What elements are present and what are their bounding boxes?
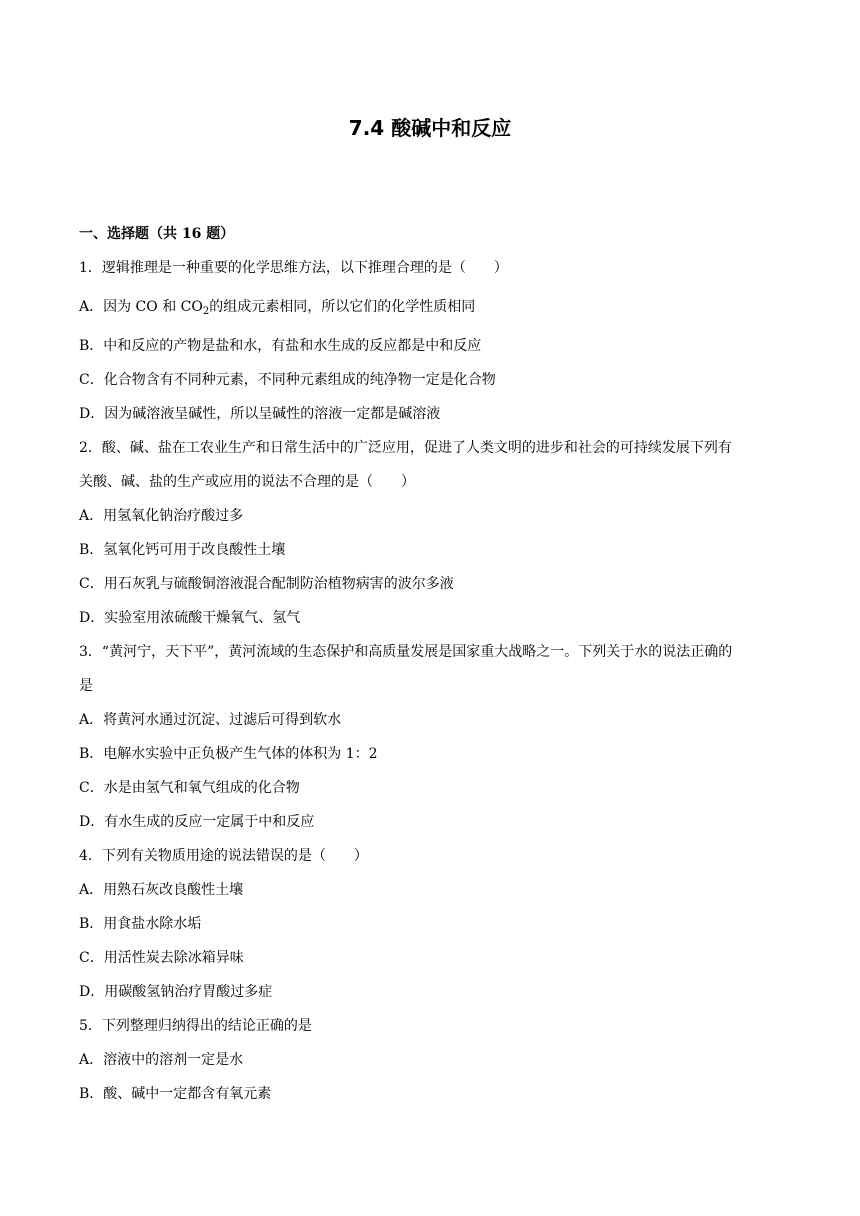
q5-option-b: B．酸、碱中一定都含有氧元素 bbox=[79, 1086, 272, 1102]
q4-option-b: B．用食盐水除水垢 bbox=[79, 916, 202, 932]
q1-option-d: D．因为碱溶液呈碱性，所以呈碱性的溶液一定都是碱溶液 bbox=[79, 406, 441, 422]
q2-stem-line-2: 关酸、碱、盐的生产或应用的说法不合理的是（ ） bbox=[79, 474, 415, 490]
q2-stem-line-1: 2．酸、碱、盐在工农业生产和日常生活中的广泛应用，促进了人类文明的进步和社会的可持续发展下列有 bbox=[79, 440, 732, 456]
q3-option-a: A．将黄河水通过沉淀、过滤后可得到软水 bbox=[79, 712, 342, 728]
q5-stem: 5．下列整理归纳得出的结论正确的是 bbox=[79, 1018, 312, 1034]
q2-option-c: C．用石灰乳与硫酸铜溶液混合配制防治植物病害的波尔多液 bbox=[79, 576, 454, 592]
q3-stem-line-2: 是 bbox=[79, 678, 93, 694]
q3-option-c: C．水是由氢气和氧气组成的化合物 bbox=[79, 780, 300, 796]
q4-stem: 4．下列有关物质用途的说法错误的是（ ） bbox=[79, 848, 368, 864]
q1-option-a-subscript: 2 bbox=[202, 306, 210, 317]
q1-option-a bbox=[79, 297, 475, 322]
q2-option-d: D．实验室用浓硫酸干燥氧气、氢气 bbox=[79, 610, 301, 626]
q1-option-b: B．中和反应的产物是盐和水，有盐和水生成的反应都是中和反应 bbox=[79, 338, 482, 354]
q1-option-a-text-before: A．因为 CO 和 CO bbox=[79, 299, 203, 315]
section-header: 一、选择题（共 16 题） bbox=[79, 226, 235, 242]
q3-stem-line-1: 3．“黄河宁，天下平”，黄河流域的生态保护和高质量发展是国家重大战略之一。下列关于水的说法正确的 bbox=[79, 644, 733, 660]
q1-option-a-text-after: 的组成元素相同，所以它们的化学性质相同 bbox=[209, 299, 476, 315]
q2-option-b: B．氢氧化钙可用于改良酸性土壤 bbox=[79, 542, 286, 558]
q3-option-b: B．电解水实验中正负极产生气体的体积为 1：2 bbox=[79, 746, 378, 762]
document-title: 7.4 酸碱中和反应 bbox=[348, 116, 512, 140]
q4-option-c: C．用活性炭去除冰箱异味 bbox=[79, 950, 244, 966]
q5-option-a: A．溶液中的溶剂一定是水 bbox=[79, 1052, 244, 1068]
q1-option-c: C．化合物含有不同种元素，不同种元素组成的纯净物一定是化合物 bbox=[79, 372, 496, 388]
q3-option-d: D．有水生成的反应一定属于中和反应 bbox=[79, 814, 315, 830]
q2-option-a: A．用氢氧化钠治疗酸过多 bbox=[79, 508, 244, 524]
q1-stem: 1．逻辑推理是一种重要的化学思维方法，以下推理合理的是（ ） bbox=[79, 260, 508, 276]
q4-option-d: D．用碳酸氢钠治疗胃酸过多症 bbox=[79, 984, 273, 1000]
q4-option-a: A．用熟石灰改良酸性土壤 bbox=[79, 882, 244, 898]
